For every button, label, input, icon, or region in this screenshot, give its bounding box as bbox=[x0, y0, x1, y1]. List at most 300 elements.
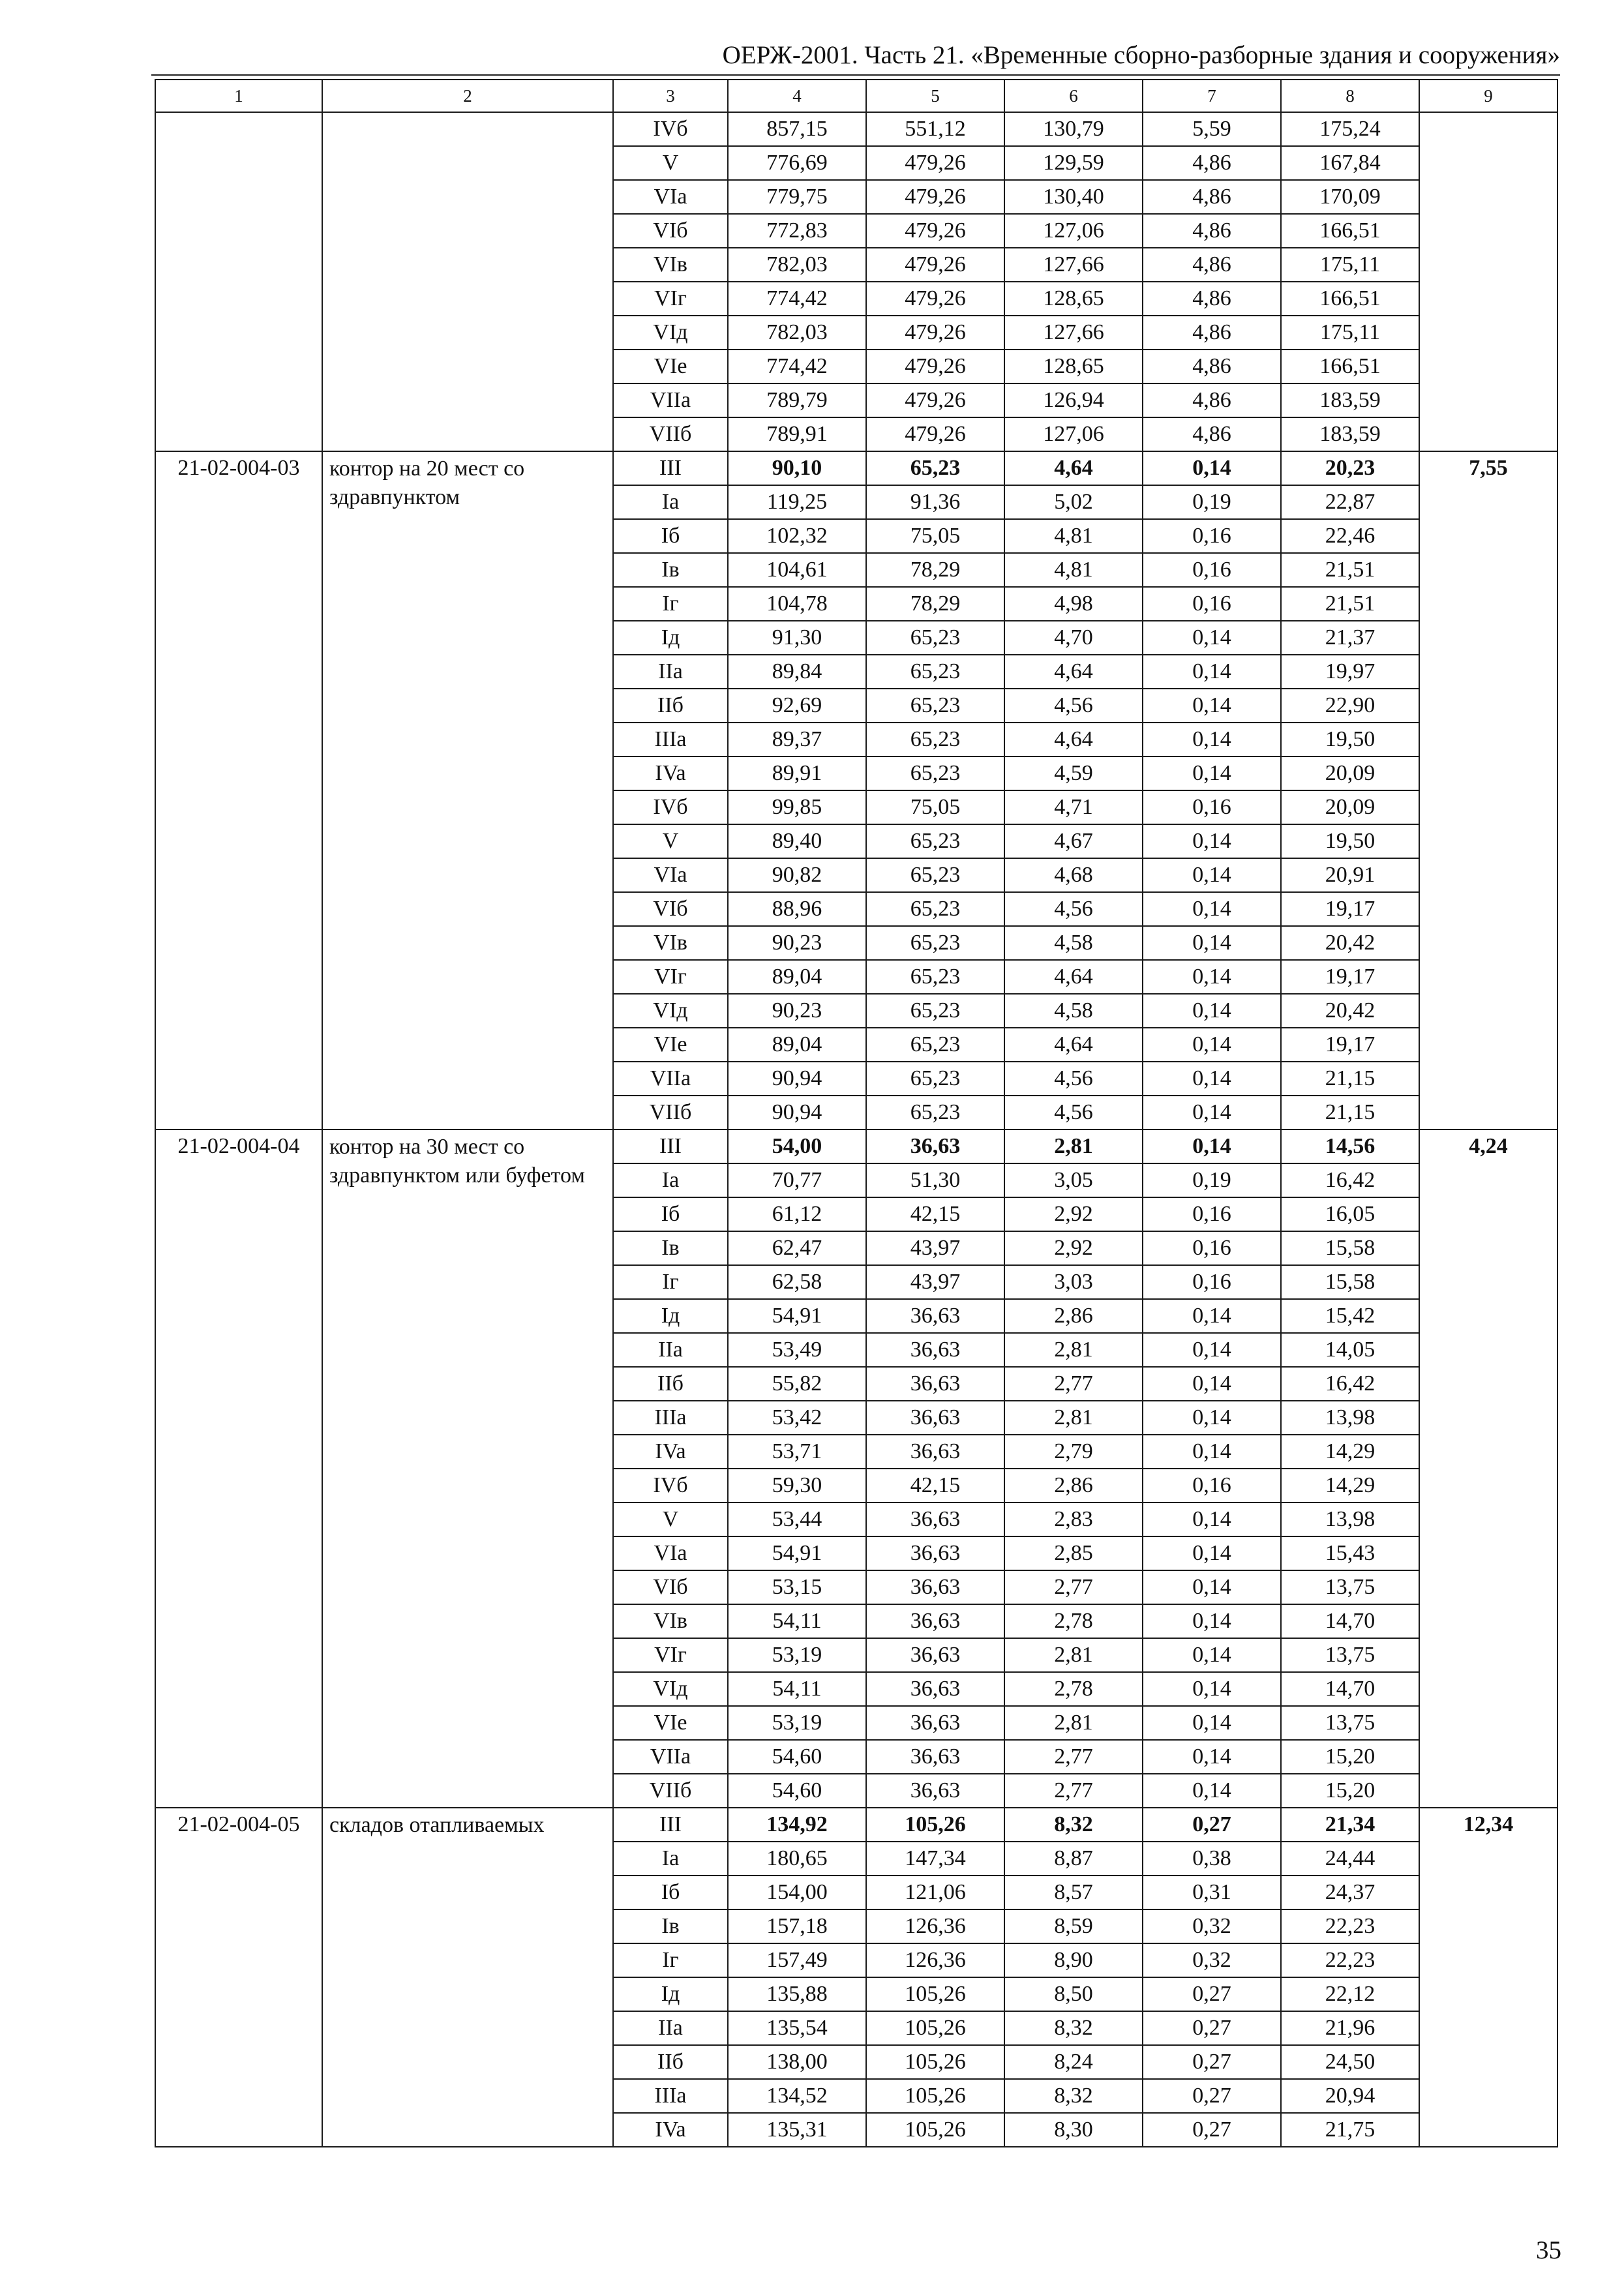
value-cell: 4,56 bbox=[1004, 1096, 1143, 1130]
zone-cell: Iг bbox=[613, 587, 728, 621]
column-9-cell: 4,24 bbox=[1419, 1130, 1557, 1808]
value-cell: 0,27 bbox=[1143, 2045, 1281, 2079]
value-cell: 36,63 bbox=[866, 1740, 1004, 1774]
zone-cell: Iг bbox=[613, 1943, 728, 1977]
value-cell: 4,64 bbox=[1004, 960, 1143, 994]
zone-cell: Iв bbox=[613, 553, 728, 587]
column-number-cell: 4 bbox=[728, 80, 866, 112]
value-cell: 65,23 bbox=[866, 1062, 1004, 1096]
value-cell: 772,83 bbox=[728, 214, 866, 248]
column-number-cell: 2 bbox=[322, 80, 613, 112]
value-cell: 4,58 bbox=[1004, 994, 1143, 1028]
rates-table bbox=[155, 79, 1558, 2147]
zone-cell: IVб bbox=[613, 1469, 728, 1503]
value-cell: 0,14 bbox=[1143, 1028, 1281, 1062]
value-cell: 53,19 bbox=[728, 1638, 866, 1672]
zone-cell: V bbox=[613, 146, 728, 180]
value-cell: 19,17 bbox=[1281, 892, 1419, 926]
value-cell: 119,25 bbox=[728, 485, 866, 519]
value-cell: 479,26 bbox=[866, 146, 1004, 180]
rate-code-cell: 21-02-004-03 bbox=[155, 451, 322, 1130]
zone-cell: IIб bbox=[613, 1367, 728, 1401]
running-header: ОЕРЖ-2001. Часть 21. «Временные сборно-разборные здания и сооружения» bbox=[722, 41, 1560, 69]
value-cell: 789,91 bbox=[728, 417, 866, 451]
value-cell: 4,86 bbox=[1143, 214, 1281, 248]
value-cell: 105,26 bbox=[866, 1808, 1004, 1842]
value-cell: 53,49 bbox=[728, 1333, 866, 1367]
value-cell: 13,75 bbox=[1281, 1638, 1419, 1672]
value-cell: 4,86 bbox=[1143, 417, 1281, 451]
zone-cell: VIIa bbox=[613, 1062, 728, 1096]
zone-cell: V bbox=[613, 824, 728, 858]
value-cell: 8,32 bbox=[1004, 2011, 1143, 2045]
value-cell: 89,91 bbox=[728, 756, 866, 790]
value-cell: 0,14 bbox=[1143, 621, 1281, 655]
value-cell: 0,27 bbox=[1143, 1977, 1281, 2011]
value-cell: 8,32 bbox=[1004, 2079, 1143, 2113]
value-cell: 0,14 bbox=[1143, 892, 1281, 926]
zone-cell: VIIa bbox=[613, 1740, 728, 1774]
value-cell: 36,63 bbox=[866, 1299, 1004, 1333]
value-cell: 0,14 bbox=[1143, 960, 1281, 994]
value-cell: 0,14 bbox=[1143, 655, 1281, 689]
value-cell: 0,27 bbox=[1143, 1808, 1281, 1842]
value-cell: 4,71 bbox=[1004, 790, 1143, 824]
value-cell: 4,64 bbox=[1004, 655, 1143, 689]
column-number-cell: 3 bbox=[613, 80, 728, 112]
value-cell: 15,58 bbox=[1281, 1265, 1419, 1299]
value-cell: 53,15 bbox=[728, 1570, 866, 1604]
zone-cell: VIIa bbox=[613, 383, 728, 417]
value-cell: 65,23 bbox=[866, 892, 1004, 926]
value-cell: 22,87 bbox=[1281, 485, 1419, 519]
header-rule bbox=[151, 74, 1560, 76]
value-cell: 0,14 bbox=[1143, 1401, 1281, 1435]
value-cell: 0,14 bbox=[1143, 1062, 1281, 1096]
value-cell: 24,44 bbox=[1281, 1842, 1419, 1876]
value-cell: 789,79 bbox=[728, 383, 866, 417]
value-cell: 0,14 bbox=[1143, 1333, 1281, 1367]
value-cell: 128,65 bbox=[1004, 282, 1143, 316]
value-cell: 14,70 bbox=[1281, 1672, 1419, 1706]
value-cell: 65,23 bbox=[866, 1028, 1004, 1062]
value-cell: 21,51 bbox=[1281, 587, 1419, 621]
zone-cell: IIб bbox=[613, 689, 728, 723]
value-cell: 36,63 bbox=[866, 1706, 1004, 1740]
value-cell: 13,75 bbox=[1281, 1706, 1419, 1740]
value-cell: 54,11 bbox=[728, 1604, 866, 1638]
value-cell: 14,56 bbox=[1281, 1130, 1419, 1163]
value-cell: 0,14 bbox=[1143, 1570, 1281, 1604]
zone-cell: III bbox=[613, 1130, 728, 1163]
value-cell: 90,23 bbox=[728, 926, 866, 960]
value-cell: 36,63 bbox=[866, 1672, 1004, 1706]
zone-cell: Ia bbox=[613, 1163, 728, 1197]
value-cell: 36,63 bbox=[866, 1536, 1004, 1570]
zone-cell: VIб bbox=[613, 1570, 728, 1604]
value-cell: 65,23 bbox=[866, 655, 1004, 689]
value-cell: 4,81 bbox=[1004, 519, 1143, 553]
value-cell: 16,42 bbox=[1281, 1367, 1419, 1401]
zone-cell: IIa bbox=[613, 2011, 728, 2045]
value-cell: 0,27 bbox=[1143, 2011, 1281, 2045]
value-cell: 4,56 bbox=[1004, 1062, 1143, 1096]
value-cell: 90,82 bbox=[728, 858, 866, 892]
value-cell: 4,70 bbox=[1004, 621, 1143, 655]
value-cell: 20,42 bbox=[1281, 994, 1419, 1028]
zone-cell: VIд bbox=[613, 994, 728, 1028]
table-row bbox=[155, 1130, 1557, 1163]
value-cell: 16,05 bbox=[1281, 1197, 1419, 1231]
value-cell: 0,32 bbox=[1143, 1909, 1281, 1943]
value-cell: 42,15 bbox=[866, 1197, 1004, 1231]
value-cell: 91,36 bbox=[866, 485, 1004, 519]
value-cell: 8,50 bbox=[1004, 1977, 1143, 2011]
value-cell: 2,81 bbox=[1004, 1638, 1143, 1672]
zone-cell: Iб bbox=[613, 1876, 728, 1909]
value-cell: 126,94 bbox=[1004, 383, 1143, 417]
value-cell: 2,78 bbox=[1004, 1604, 1143, 1638]
value-cell: 55,82 bbox=[728, 1367, 866, 1401]
column-number-cell: 7 bbox=[1143, 80, 1281, 112]
value-cell: 78,29 bbox=[866, 587, 1004, 621]
value-cell: 2,83 bbox=[1004, 1503, 1143, 1536]
zone-cell: IVб bbox=[613, 112, 728, 146]
value-cell: 54,60 bbox=[728, 1774, 866, 1808]
value-cell: 20,23 bbox=[1281, 451, 1419, 485]
value-cell: 89,37 bbox=[728, 723, 866, 756]
value-cell: 135,88 bbox=[728, 1977, 866, 2011]
value-cell: 21,34 bbox=[1281, 1808, 1419, 1842]
value-cell: 105,26 bbox=[866, 2113, 1004, 2147]
value-cell: 13,98 bbox=[1281, 1401, 1419, 1435]
value-cell: 8,32 bbox=[1004, 1808, 1143, 1842]
value-cell: 134,52 bbox=[728, 2079, 866, 2113]
value-cell: 65,23 bbox=[866, 756, 1004, 790]
value-cell: 65,23 bbox=[866, 723, 1004, 756]
value-cell: 36,63 bbox=[866, 1604, 1004, 1638]
value-cell: 65,23 bbox=[866, 689, 1004, 723]
value-cell: 4,59 bbox=[1004, 756, 1143, 790]
value-cell: 170,09 bbox=[1281, 180, 1419, 214]
value-cell: 0,14 bbox=[1143, 1672, 1281, 1706]
value-cell: 2,78 bbox=[1004, 1672, 1143, 1706]
value-cell: 36,63 bbox=[866, 1435, 1004, 1469]
value-cell: 0,16 bbox=[1143, 1265, 1281, 1299]
value-cell: 5,02 bbox=[1004, 485, 1143, 519]
value-cell: 127,06 bbox=[1004, 417, 1143, 451]
value-cell: 36,63 bbox=[866, 1333, 1004, 1367]
value-cell: 65,23 bbox=[866, 1096, 1004, 1130]
value-cell: 8,87 bbox=[1004, 1842, 1143, 1876]
value-cell: 43,97 bbox=[866, 1265, 1004, 1299]
value-cell: 2,77 bbox=[1004, 1570, 1143, 1604]
value-cell: 51,30 bbox=[866, 1163, 1004, 1197]
value-cell: 175,24 bbox=[1281, 112, 1419, 146]
value-cell: 2,77 bbox=[1004, 1740, 1143, 1774]
value-cell: 166,51 bbox=[1281, 350, 1419, 383]
value-cell: 13,98 bbox=[1281, 1503, 1419, 1536]
value-cell: 130,40 bbox=[1004, 180, 1143, 214]
value-cell: 36,63 bbox=[866, 1130, 1004, 1163]
value-cell: 121,06 bbox=[866, 1876, 1004, 1909]
value-cell: 89,84 bbox=[728, 655, 866, 689]
column-number-cell: 9 bbox=[1419, 80, 1557, 112]
value-cell: 4,86 bbox=[1143, 383, 1281, 417]
value-cell: 2,92 bbox=[1004, 1231, 1143, 1265]
value-cell: 4,64 bbox=[1004, 451, 1143, 485]
zone-cell: Iб bbox=[613, 519, 728, 553]
value-cell: 0,14 bbox=[1143, 451, 1281, 485]
zone-cell: VIв bbox=[613, 248, 728, 282]
column-number-cell: 1 bbox=[155, 80, 322, 112]
value-cell: 4,86 bbox=[1143, 180, 1281, 214]
value-cell: 53,44 bbox=[728, 1503, 866, 1536]
value-cell: 4,64 bbox=[1004, 723, 1143, 756]
value-cell: 0,14 bbox=[1143, 1096, 1281, 1130]
zone-cell: VIIб bbox=[613, 1774, 728, 1808]
value-cell: 21,15 bbox=[1281, 1062, 1419, 1096]
value-cell: 157,49 bbox=[728, 1943, 866, 1977]
zone-cell: VIг bbox=[613, 1638, 728, 1672]
zone-cell: Iб bbox=[613, 1197, 728, 1231]
value-cell: 154,00 bbox=[728, 1876, 866, 1909]
table-row bbox=[155, 112, 1557, 146]
value-cell: 776,69 bbox=[728, 146, 866, 180]
value-cell: 8,57 bbox=[1004, 1876, 1143, 1909]
value-cell: 104,78 bbox=[728, 587, 866, 621]
value-cell: 21,75 bbox=[1281, 2113, 1419, 2147]
value-cell: 102,32 bbox=[728, 519, 866, 553]
value-cell: 53,71 bbox=[728, 1435, 866, 1469]
value-cell: 0,19 bbox=[1143, 485, 1281, 519]
value-cell: 15,20 bbox=[1281, 1774, 1419, 1808]
value-cell: 36,63 bbox=[866, 1401, 1004, 1435]
value-cell: 22,12 bbox=[1281, 1977, 1419, 2011]
value-cell: 0,38 bbox=[1143, 1842, 1281, 1876]
column-number-cell: 8 bbox=[1281, 80, 1419, 112]
value-cell: 779,75 bbox=[728, 180, 866, 214]
value-cell: 183,59 bbox=[1281, 417, 1419, 451]
value-cell: 4,81 bbox=[1004, 553, 1143, 587]
zone-cell: VIв bbox=[613, 926, 728, 960]
value-cell: 5,59 bbox=[1143, 112, 1281, 146]
value-cell: 53,42 bbox=[728, 1401, 866, 1435]
value-cell: 62,47 bbox=[728, 1231, 866, 1265]
value-cell: 0,31 bbox=[1143, 1876, 1281, 1909]
column-number-row bbox=[155, 80, 1557, 112]
value-cell: 479,26 bbox=[866, 316, 1004, 350]
value-cell: 0,32 bbox=[1143, 1943, 1281, 1977]
rate-name-cell: складов отапливаемых bbox=[322, 1808, 613, 2147]
value-cell: 479,26 bbox=[866, 214, 1004, 248]
value-cell: 54,91 bbox=[728, 1536, 866, 1570]
value-cell: 8,90 bbox=[1004, 1943, 1143, 1977]
value-cell: 20,94 bbox=[1281, 2079, 1419, 2113]
value-cell: 479,26 bbox=[866, 180, 1004, 214]
value-cell: 4,86 bbox=[1143, 248, 1281, 282]
value-cell: 183,59 bbox=[1281, 383, 1419, 417]
column-9-cell bbox=[1419, 112, 1557, 451]
value-cell: 4,86 bbox=[1143, 350, 1281, 383]
value-cell: 127,06 bbox=[1004, 214, 1143, 248]
value-cell: 0,16 bbox=[1143, 790, 1281, 824]
zone-cell: VIIб bbox=[613, 417, 728, 451]
zone-cell: VIд bbox=[613, 1672, 728, 1706]
value-cell: 4,64 bbox=[1004, 1028, 1143, 1062]
value-cell: 105,26 bbox=[866, 1977, 1004, 2011]
zone-cell: Iв bbox=[613, 1231, 728, 1265]
value-cell: 91,30 bbox=[728, 621, 866, 655]
zone-cell: IVб bbox=[613, 790, 728, 824]
rate-name-cell bbox=[322, 112, 613, 451]
value-cell: 105,26 bbox=[866, 2079, 1004, 2113]
value-cell: 0,14 bbox=[1143, 689, 1281, 723]
value-cell: 180,65 bbox=[728, 1842, 866, 1876]
value-cell: 88,96 bbox=[728, 892, 866, 926]
value-cell: 135,31 bbox=[728, 2113, 866, 2147]
zone-cell: IIa bbox=[613, 1333, 728, 1367]
value-cell: 8,24 bbox=[1004, 2045, 1143, 2079]
value-cell: 2,92 bbox=[1004, 1197, 1143, 1231]
value-cell: 147,34 bbox=[866, 1842, 1004, 1876]
rate-name-cell: контор на 30 мест со здравпунктом или буфетом bbox=[322, 1130, 613, 1808]
value-cell: 0,14 bbox=[1143, 1740, 1281, 1774]
value-cell: 36,63 bbox=[866, 1774, 1004, 1808]
zone-cell: VIг bbox=[613, 282, 728, 316]
rate-name-cell: контор на 20 мест со здравпунктом bbox=[322, 451, 613, 1130]
value-cell: 22,46 bbox=[1281, 519, 1419, 553]
value-cell: 21,96 bbox=[1281, 2011, 1419, 2045]
value-cell: 2,77 bbox=[1004, 1774, 1143, 1808]
value-cell: 104,61 bbox=[728, 553, 866, 587]
value-cell: 4,67 bbox=[1004, 824, 1143, 858]
value-cell: 2,86 bbox=[1004, 1299, 1143, 1333]
value-cell: 61,12 bbox=[728, 1197, 866, 1231]
value-cell: 19,50 bbox=[1281, 723, 1419, 756]
rate-code-cell: 21-02-004-04 bbox=[155, 1130, 322, 1808]
value-cell: 175,11 bbox=[1281, 248, 1419, 282]
value-cell: 0,27 bbox=[1143, 2079, 1281, 2113]
value-cell: 479,26 bbox=[866, 417, 1004, 451]
value-cell: 15,58 bbox=[1281, 1231, 1419, 1265]
value-cell: 20,09 bbox=[1281, 790, 1419, 824]
value-cell: 0,14 bbox=[1143, 824, 1281, 858]
value-cell: 0,19 bbox=[1143, 1163, 1281, 1197]
value-cell: 75,05 bbox=[866, 519, 1004, 553]
value-cell: 75,05 bbox=[866, 790, 1004, 824]
value-cell: 4,56 bbox=[1004, 892, 1143, 926]
value-cell: 2,81 bbox=[1004, 1130, 1143, 1163]
value-cell: 0,14 bbox=[1143, 1503, 1281, 1536]
value-cell: 0,14 bbox=[1143, 723, 1281, 756]
value-cell: 0,14 bbox=[1143, 1536, 1281, 1570]
value-cell: 14,29 bbox=[1281, 1435, 1419, 1469]
zone-cell: Ia bbox=[613, 485, 728, 519]
value-cell: 166,51 bbox=[1281, 282, 1419, 316]
value-cell: 105,26 bbox=[866, 2045, 1004, 2079]
value-cell: 4,58 bbox=[1004, 926, 1143, 960]
value-cell: 13,75 bbox=[1281, 1570, 1419, 1604]
value-cell: 4,56 bbox=[1004, 689, 1143, 723]
value-cell: 36,63 bbox=[866, 1367, 1004, 1401]
value-cell: 43,97 bbox=[866, 1231, 1004, 1265]
value-cell: 0,14 bbox=[1143, 1638, 1281, 1672]
value-cell: 128,65 bbox=[1004, 350, 1143, 383]
value-cell: 65,23 bbox=[866, 621, 1004, 655]
column-number-cell: 5 bbox=[866, 80, 1004, 112]
value-cell: 127,66 bbox=[1004, 248, 1143, 282]
value-cell: 19,50 bbox=[1281, 824, 1419, 858]
value-cell: 65,23 bbox=[866, 858, 1004, 892]
value-cell: 19,17 bbox=[1281, 1028, 1419, 1062]
value-cell: 89,04 bbox=[728, 1028, 866, 1062]
zone-cell: VIa bbox=[613, 858, 728, 892]
value-cell: 65,23 bbox=[866, 994, 1004, 1028]
value-cell: 3,05 bbox=[1004, 1163, 1143, 1197]
column-9-cell: 12,34 bbox=[1419, 1808, 1557, 2147]
zone-cell: VIд bbox=[613, 316, 728, 350]
value-cell: 90,94 bbox=[728, 1096, 866, 1130]
zone-cell: IIa bbox=[613, 655, 728, 689]
zone-cell: V bbox=[613, 1503, 728, 1536]
value-cell: 0,14 bbox=[1143, 858, 1281, 892]
value-cell: 14,29 bbox=[1281, 1469, 1419, 1503]
value-cell: 479,26 bbox=[866, 350, 1004, 383]
value-cell: 54,60 bbox=[728, 1740, 866, 1774]
value-cell: 62,58 bbox=[728, 1265, 866, 1299]
value-cell: 65,23 bbox=[866, 451, 1004, 485]
value-cell: 70,77 bbox=[728, 1163, 866, 1197]
value-cell: 134,92 bbox=[728, 1808, 866, 1842]
value-cell: 782,03 bbox=[728, 248, 866, 282]
value-cell: 0,16 bbox=[1143, 587, 1281, 621]
value-cell: 14,70 bbox=[1281, 1604, 1419, 1638]
value-cell: 59,30 bbox=[728, 1469, 866, 1503]
value-cell: 36,63 bbox=[866, 1503, 1004, 1536]
value-cell: 99,85 bbox=[728, 790, 866, 824]
page-number: 35 bbox=[1536, 2236, 1561, 2264]
value-cell: 157,18 bbox=[728, 1909, 866, 1943]
zone-cell: IIIa bbox=[613, 1401, 728, 1435]
value-cell: 36,63 bbox=[866, 1638, 1004, 1672]
value-cell: 0,16 bbox=[1143, 519, 1281, 553]
value-cell: 167,84 bbox=[1281, 146, 1419, 180]
value-cell: 0,16 bbox=[1143, 1231, 1281, 1265]
value-cell: 126,36 bbox=[866, 1943, 1004, 1977]
value-cell: 15,43 bbox=[1281, 1536, 1419, 1570]
zone-cell: VIe bbox=[613, 350, 728, 383]
value-cell: 0,14 bbox=[1143, 1435, 1281, 1469]
value-cell: 2,79 bbox=[1004, 1435, 1143, 1469]
zone-cell: IIIa bbox=[613, 723, 728, 756]
value-cell: 105,26 bbox=[866, 2011, 1004, 2045]
value-cell: 166,51 bbox=[1281, 214, 1419, 248]
value-cell: 8,59 bbox=[1004, 1909, 1143, 1943]
value-cell: 0,16 bbox=[1143, 1469, 1281, 1503]
value-cell: 4,98 bbox=[1004, 587, 1143, 621]
column-9-cell: 7,55 bbox=[1419, 451, 1557, 1130]
zone-cell: VIг bbox=[613, 960, 728, 994]
value-cell: 0,16 bbox=[1143, 1197, 1281, 1231]
zone-cell: III bbox=[613, 451, 728, 485]
value-cell: 90,10 bbox=[728, 451, 866, 485]
value-cell: 0,27 bbox=[1143, 2113, 1281, 2147]
value-cell: 22,23 bbox=[1281, 1943, 1419, 1977]
value-cell: 54,91 bbox=[728, 1299, 866, 1333]
value-cell: 551,12 bbox=[866, 112, 1004, 146]
zone-cell: IVa bbox=[613, 1435, 728, 1469]
